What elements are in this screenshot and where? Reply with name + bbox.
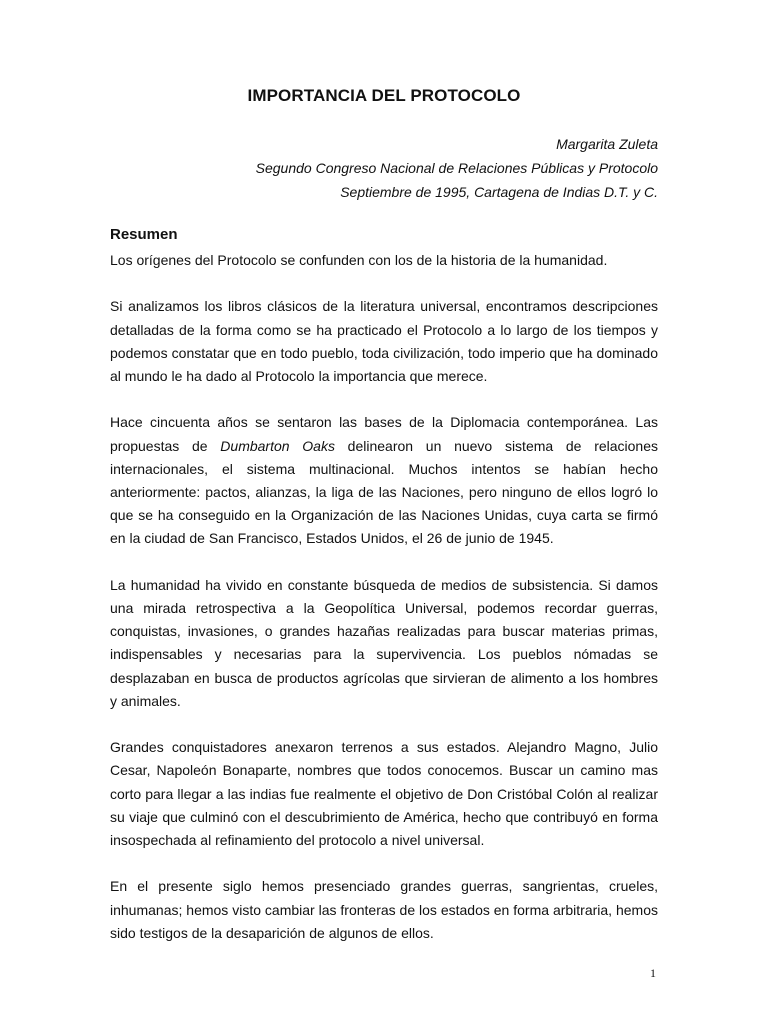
paragraph-3: [110, 411, 658, 550]
paragraph-5: Grandes conquistadores anexaron terrenos a sus estados. Alejandro Magno, Julio Cesar, Napoleón Bonaparte, nombres que todos conocemos. Buscar un camino mas corto para llegar a las indias fue realmente el objetivo de Don Cristóbal Colón al realizar su viaje que culminó con el descubrimiento de América, hecho que contribuyó en forma insospechada al refinamiento del protocolo a nivel universal.: [110, 739, 658, 849]
paragraph-1: Los orígenes del Protocolo se confunden con los de la historia de la humanidad.: [110, 252, 608, 268]
paragraph-3-text-after: delinearon un nuevo sistema de relaciones internacionales, el sistema multinacional. Muchos intentos se habían hecho anteriormente: pactos, alianzas, la liga de las Naciones, pero ninguno de ellos logró lo que se ha conseguido en la Organización de las Naciones Unidas, cuya carta se firmó en la ciudad de San Francisco, Estados Unidos, el 26 de junio de 1945.: [110, 437, 659, 547]
paragraph-3-emphasis: Dumbarton Oaks: [220, 437, 335, 454]
document-title: IMPORTANCIA DEL PROTOCOLO: [247, 86, 521, 105]
event-name: Segundo Congreso Nacional de Relaciones Públicas y Protocolo: [255, 160, 658, 176]
section-heading-resumen: Resumen: [110, 226, 178, 243]
page-number: 1: [650, 966, 656, 980]
paragraph-6: En el presente siglo hemos presenciado grandes guerras, sangrientas, crueles, inhumanas; hemos visto cambiar las fronteras de los estados en forma arbitraria, hemos sido testigos de la desaparición de algunos de ellos.: [110, 878, 658, 941]
paragraph-2: Si analizamos los libros clásicos de la literatura universal, encontramos descripciones detalladas de la forma como se ha practicado el Protocolo a lo largo de los tiempos y podemos constatar que en todo pueblo, toda civilización, todo imperio que ha dominado al mundo le ha dado al Protocolo la importancia que merece.: [110, 298, 658, 384]
paragraph-4: La humanidad ha vivido en constante búsqueda de medios de subsistencia. Si damos una mirada retrospectiva a la Geopolítica Universal, podemos recordar guerras, conquistas, invasiones, o grandes hazañas realizadas para buscar materias primas, indispensables y necesarias para la supervivencia. Los pueblos nómadas se desplazaban en busca de productos agrícolas que sirvieran de alimento a los hombres y animales.: [110, 576, 658, 709]
paragraph-3-text-before: Hace cincuenta años se sentaron las bases de la Diplomacia contemporánea. Las propuestas de: [110, 414, 658, 454]
document-meta: [98, 132, 658, 204]
author-name: Margarita Zuleta: [556, 136, 658, 152]
body-text: [110, 249, 658, 968]
event-date-place: Septiembre de 1995, Cartagena de Indias D.T. y C.: [340, 184, 658, 200]
